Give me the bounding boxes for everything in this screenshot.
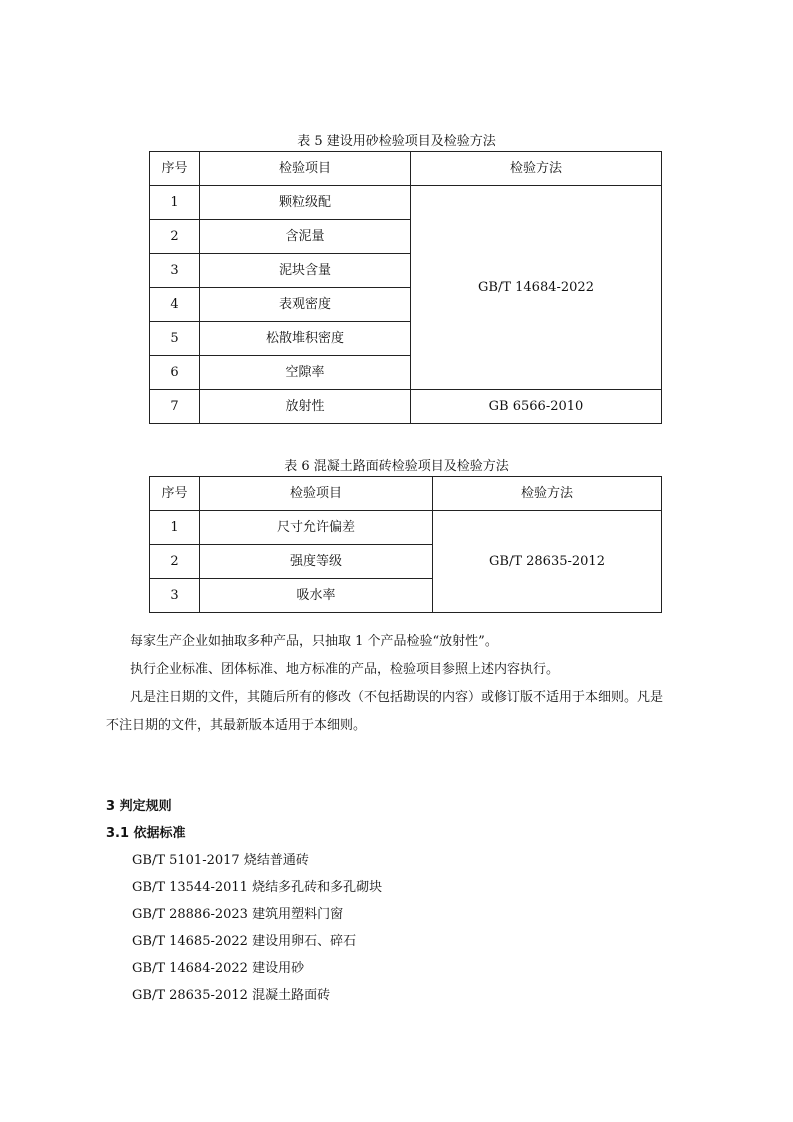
sub-heading: 3.1 依据标准 xyxy=(106,826,186,841)
row-item: 强度等级 xyxy=(200,545,433,579)
row-item: 放射性 xyxy=(200,390,411,424)
method-merged-cell: GB/T 14684-2022 xyxy=(411,186,662,390)
row-no: 3 xyxy=(150,254,200,288)
row-item: 含泥量 xyxy=(200,220,411,254)
row-item: 空隙率 xyxy=(200,356,411,390)
table-row xyxy=(150,390,662,424)
paragraph-dated-docs-line2: 不注日期的文件，其最新版本适用于本细则。 xyxy=(106,718,367,733)
standard-item: GB/T 13544-2011 烧结多孔砖和多孔砌块 xyxy=(132,880,383,895)
header-method: 检验方法 xyxy=(411,152,662,186)
paragraph-standards: 执行企业标准、团体标准、地方标准的产品，检验项目参照上述内容执行。 xyxy=(130,662,560,677)
standard-item: GB/T 5101-2017 烧结普通砖 xyxy=(132,853,309,868)
paragraph-sampling: 每家生产企业如抽取多种产品，只抽取 1 个产品检验“放射性”。 xyxy=(130,634,498,649)
table-header-row xyxy=(150,477,662,511)
table6 xyxy=(149,476,662,613)
header-item: 检验项目 xyxy=(200,477,433,511)
row-item: 颗粒级配 xyxy=(200,186,411,220)
header-method: 检验方法 xyxy=(433,477,662,511)
row-item: 泥块含量 xyxy=(200,254,411,288)
standard-item: GB/T 14685-2022 建设用卵石、碎石 xyxy=(132,934,357,949)
table-row xyxy=(150,511,662,545)
table-header-row xyxy=(150,152,662,186)
table5 xyxy=(149,151,662,424)
row-no: 2 xyxy=(150,545,200,579)
row-item: 尺寸允许偏差 xyxy=(200,511,433,545)
row-no: 7 xyxy=(150,390,200,424)
row-no: 4 xyxy=(150,288,200,322)
row-no: 6 xyxy=(150,356,200,390)
row-no: 1 xyxy=(150,186,200,220)
row-no: 5 xyxy=(150,322,200,356)
row-no: 3 xyxy=(150,579,200,613)
standard-item: GB/T 28635-2012 混凝土路面砖 xyxy=(132,988,331,1003)
table6-caption: 表 6 混凝土路面砖检验项目及检验方法 xyxy=(284,459,509,474)
row-item: 表观密度 xyxy=(200,288,411,322)
method-cell: GB 6566-2010 xyxy=(411,390,662,424)
method-merged-cell: GB/T 28635-2012 xyxy=(433,511,662,613)
header-item: 检验项目 xyxy=(200,152,411,186)
row-no: 1 xyxy=(150,511,200,545)
row-no: 2 xyxy=(150,220,200,254)
header-no: 序号 xyxy=(150,152,200,186)
row-item: 松散堆积密度 xyxy=(200,322,411,356)
table5-caption: 表 5 建设用砂检验项目及检验方法 xyxy=(297,134,496,149)
row-item: 吸水率 xyxy=(200,579,433,613)
standard-item: GB/T 28886-2023 建筑用塑料门窗 xyxy=(132,907,344,922)
paragraph-dated-docs-line1: 凡是注日期的文件，其随后所有的修改（不包括勘误的内容）或修订版不适用于本细则。凡是 xyxy=(130,690,664,705)
section-heading: 3 判定规则 xyxy=(106,799,172,814)
header-no: 序号 xyxy=(150,477,200,511)
standard-item: GB/T 14684-2022 建设用砂 xyxy=(132,961,305,976)
table-row xyxy=(150,186,662,220)
